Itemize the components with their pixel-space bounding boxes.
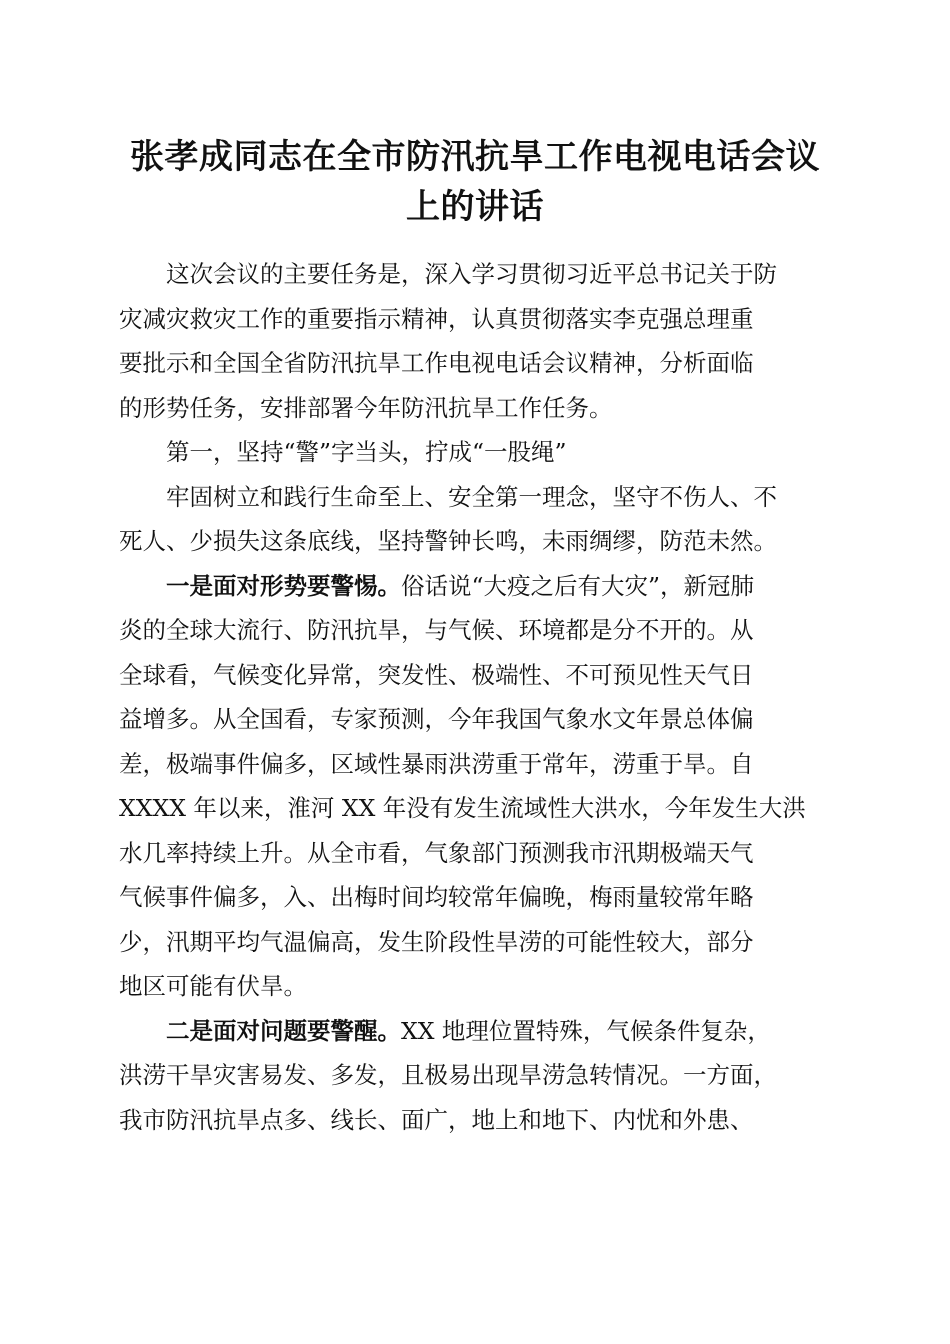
point-2-paragraph xyxy=(119,1009,833,1143)
point-1-paragraph xyxy=(119,564,833,1009)
title-line-1: 张孝成同志在全市防汛抗旱工作电视电话会议 xyxy=(130,137,820,177)
point-1-lead: 一是面对形势要警惕。 xyxy=(166,571,401,600)
section-1-heading xyxy=(119,430,833,475)
text-line: XXXX 年以来，淮河 XX 年没有发生流域性大洪水，今年发生大洪 xyxy=(119,794,806,822)
document-title xyxy=(100,132,850,232)
text-line xyxy=(119,564,833,609)
text-line: 益增多。从全国看，专家预测，今年我国气象水文年景总体偏 xyxy=(119,705,754,733)
section-heading-text: 第一，坚持“警”字当头，拧成“一股绳” xyxy=(166,438,567,466)
text-line: 牢固树立和践行生命至上、安全第一理念，坚守不伤人、不 xyxy=(166,482,777,511)
text-line: 全球看，气候变化异常，突发性、极端性、不可预见性天气日 xyxy=(119,660,754,689)
text-line: 水几率持续上升。从全市看，气象部门预测我市汛期极端天气 xyxy=(119,838,754,867)
text-line: 气候事件偏多，入、出梅时间均较常年偏晚，梅雨量较常年略 xyxy=(119,883,754,911)
point-2-first-line: XX 地理位置特殊，气候条件复杂， xyxy=(401,1016,771,1045)
text-line: 灾减灾救灾工作的重要指示精神，认真贯彻落实李克强总理重 xyxy=(119,304,754,333)
intro-paragraph xyxy=(119,252,833,430)
text-line: 差，极端事件偏多，区域性暴雨洪涝重于常年，涝重于旱。自 xyxy=(119,749,754,778)
text-line: 洪涝干旱灾害易发、多发，且极易出现旱涝急转情况。一方面， xyxy=(119,1061,777,1089)
point-2-lead: 二是面对问题要警醒。 xyxy=(166,1016,401,1045)
text-line: 的形势任务，安排部署今年防汛抗旱工作任务。 xyxy=(119,393,613,422)
text-line: 炎的全球大流行、防汛抗旱，与气候、环境都是分不开的。从 xyxy=(119,616,754,644)
text-line xyxy=(119,1009,833,1054)
text-line: 这次会议的主要任务是，深入学习贯彻习近平总书记关于防 xyxy=(166,260,777,288)
section-1-paragraph xyxy=(119,475,833,564)
text-line: 地区可能有伏旱。 xyxy=(119,972,307,1000)
text-line: 我市防汛抗旱点多、线长、面广，地上和地下、内忧和外患、 xyxy=(119,1105,754,1134)
text-line: 少，汛期平均气温偏高，发生阶段性旱涝的可能性较大，部分 xyxy=(119,927,754,956)
text-line: 要批示和全国全省防汛抗旱工作电视电话会议精神，分析面临 xyxy=(119,349,754,377)
text-line: 死人、少损失这条底线，坚持警钟长鸣，未雨绸缪，防范未然。 xyxy=(119,527,777,555)
document-body xyxy=(119,252,833,1142)
point-1-first-line: 俗话说“大疫之后有大灾”，新冠肺 xyxy=(401,571,755,600)
title-line-2: 上的讲话 xyxy=(406,187,544,227)
